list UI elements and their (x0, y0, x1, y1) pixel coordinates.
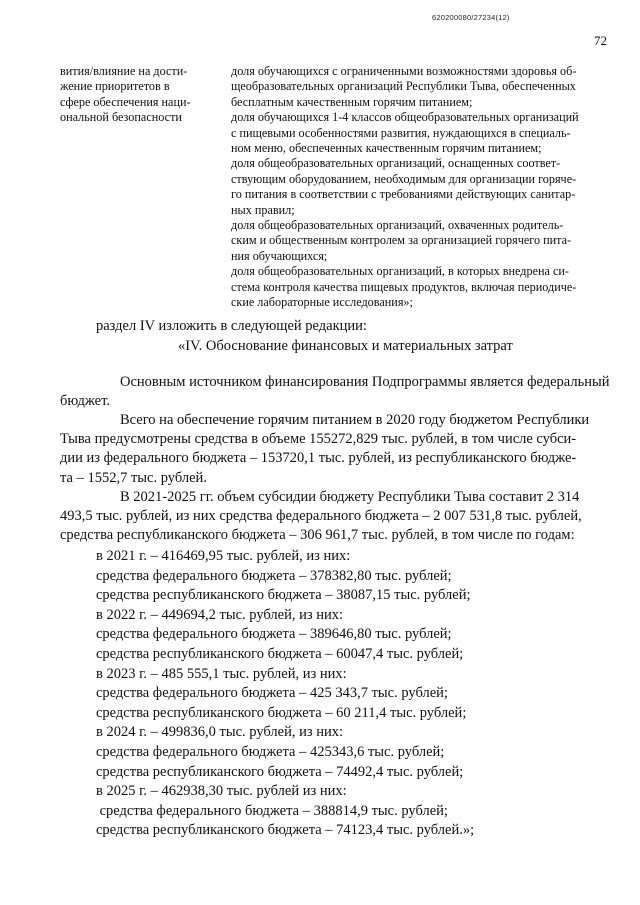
year-total-line: в 2024 г. – 499836,0 тыс. рублей, из них: (96, 724, 344, 741)
federal-budget-line: средства федерального бюджета – 425343,6 тыс. рублей; (96, 743, 445, 760)
paragraph-funding-source (60, 373, 612, 411)
indicator-line: ния обучающихся; (231, 248, 328, 263)
paragraph-line: Тыва предусмотрены средства в объеме 155272,829 тыс. рублей, в том числе субси- (60, 431, 577, 448)
year-total-line: в 2023 г. – 485 555,1 тыс. рублей, из них: (96, 665, 347, 682)
indicator-item (231, 264, 606, 310)
paragraph-line: В 2021-2025 гг. объем субсидии бюджету Республики Тыва составит 2 314 (120, 489, 580, 505)
paragraph-2020-funding (60, 411, 612, 488)
table-left-line: жение приоритетов в (60, 79, 170, 94)
indicator-line: доля обучающихся 1-4 классов общеобразовательных организаций (231, 110, 579, 125)
regional-budget-line: средства республиканского бюджета – 38087,15 тыс. рублей; (96, 587, 471, 604)
year-total-line: в 2021 г. – 416469,95 тыс. рублей, из них: (96, 548, 351, 564)
indicator-line: ским и общественным контролем за организацией горячего пита- (231, 233, 572, 248)
federal-budget-line: средства федерального бюджета – 389646,80 тыс. рублей; (96, 626, 452, 643)
paragraph-2021-2025-funding (60, 488, 612, 546)
indicator-item (231, 218, 606, 264)
indicator-line: бесплатным качественным горячим питанием; (231, 94, 473, 109)
indicator-line: доля общеобразовательных организаций, охваченных родитель- (231, 218, 564, 233)
table-left-line: сфере обеспечения наци- (60, 94, 191, 109)
regional-budget-line: средства республиканского бюджета – 74123,4 тыс. рублей.»; (96, 822, 475, 839)
paragraph-line: бюджет. (60, 393, 110, 410)
indicator-line: го питания в соответствии с требованиями действующих санитар- (231, 187, 576, 202)
indicator-line: с пищевыми особенностями развития, нуждающихся в специаль- (231, 125, 571, 140)
indicator-line: ном меню, обеспеченных качественным горячим питанием; (231, 141, 542, 156)
regional-budget-line: средства республиканского бюджета – 60047,4 тыс. рублей; (96, 645, 464, 662)
paragraph-line: та – 1552,7 тыс. рублей. (60, 469, 207, 486)
year-total-line: в 2022 г. – 449694,2 тыс. рублей, из них: (96, 606, 344, 623)
table-left-line: ональной безопасности (60, 110, 182, 125)
year-total-line: в 2025 г. – 462938,30 тыс. рублей из них: (96, 783, 347, 800)
indicator-line: доля общеобразовательных организаций, оснащенных соответ- (231, 156, 561, 171)
indicator-line: доля обучающихся с ограниченными возможностями здоровья об- (231, 64, 577, 78)
paragraph-line: Всего на обеспечение горячим питанием в 2020 году бюджетом Республики (120, 412, 590, 428)
paragraph-line: дии из федерального бюджета – 153720,1 тыс. рублей, из республиканского бюдже- (60, 450, 577, 467)
paragraph-line: Основным источником финансирования Подпрограммы является федеральный (120, 374, 610, 390)
indicator-line: доля общеобразовательных организаций, в которых внедрена си- (231, 264, 569, 279)
table-right-cell (231, 64, 606, 311)
paragraph-line: 493,5 тыс. рублей, из них средства федерального бюджета – 2 007 531,8 тыс. рублей, (60, 508, 582, 525)
indicator-line: ские лабораторные исследования»; (231, 295, 413, 310)
regional-budget-line: средства республиканского бюджета – 74492,4 тыс. рублей; (96, 763, 464, 780)
federal-budget-line: средства федерального бюджета – 388814,9 тыс. рублей; (96, 802, 448, 819)
yearly-breakdown (96, 547, 612, 841)
indicator-line: ствующим оборудованием, необходимым для организации горяче- (231, 171, 577, 186)
paragraph-line: средства республиканского бюджета – 306 961,7 тыс. рублей, в том числе по годам: (60, 527, 575, 544)
indicator-line: стема контроля качества пищевых продуктов, включая периодиче- (231, 279, 577, 294)
regional-budget-line: средства республиканского бюджета – 60 211,4 тыс. рублей; (96, 704, 467, 721)
document-code: 620200080/27234(12) (432, 13, 510, 22)
indicator-line: ных правил; (231, 202, 295, 217)
amendment-instruction: раздел IV изложить в следующей редакции: (96, 318, 367, 334)
table-left-line: вития/влияние на дости- (60, 64, 188, 78)
federal-budget-line: средства федерального бюджета – 378382,80 тыс. рублей; (96, 567, 452, 584)
federal-budget-line: средства федерального бюджета – 425 343,7 тыс. рублей; (96, 685, 448, 702)
indicator-item (231, 156, 606, 218)
page-number: 72 (594, 33, 607, 48)
indicator-line: щеобразовательных организаций Республики Тыва, обеспеченных (231, 79, 576, 94)
section-title: «IV. Обоснование финансовых и материальных затрат (178, 338, 513, 354)
indicator-item (231, 110, 606, 156)
table-left-cell (60, 64, 210, 126)
indicator-item (231, 64, 606, 110)
